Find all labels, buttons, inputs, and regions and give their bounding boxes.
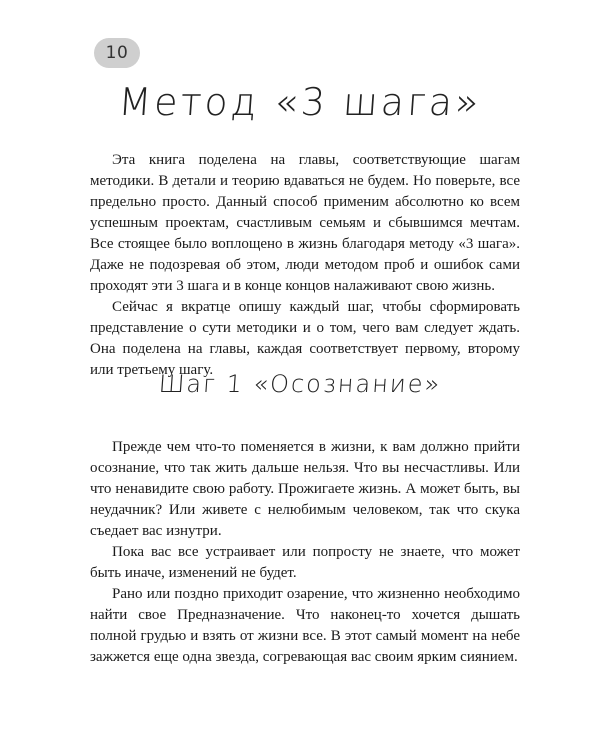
step-heading: Шаг 1 «Осознание» [157,370,443,398]
intro-paragraph: Эта книга поделена на главы, соответствующие шагам методики. В детали и теорию вдаваться не будем. Но поверьте, все предельно просто. Данный способ применим абсолютно ко всем успешным проектам, счастливым семьям и сбывшимся мечтам. Все стоящее было воплощено в жизнь благодаря методу «3 шага». Даже не подозревая об этом, люди методом проб и ошибок сами проходят эти 3 шага и в конце концов налаживают свою жизнь. [90,152,520,294]
step-paragraph: Пока вас все устраивает или попросту не знаете, что может быть иначе, изменений не будет. [90,544,520,581]
page-title: Метод «3 шага» [117,80,483,124]
page-number-badge: 10 [94,38,140,68]
intro-text [90,150,520,381]
step-text [90,437,520,668]
step-paragraph: Прежде чем что-то поменяется в жизни, к вам должно прийти осознание, что так жить дальше нельзя. Что вы несчастливы. Или что ненавидите свою работу. Прожигаете жизнь. А может быть, вы неудачник? Или живете с нелюбимым человеком, так что скука съедает вас изнутри. [90,439,520,539]
step-paragraph: Рано или поздно приходит озарение, что жизненно необходимо найти свое Предназначение. Что наконец-то хочется дышать полной грудью и взять от жизни все. В этот самый момент на небе зажжется еще одна звезда, согревающая вас своим ярким сиянием. [90,586,520,665]
intro-paragraph: Сейчас я вкратце опишу каждый шаг, чтобы сформировать представление о сути методики и о том, чего вам следует ждать. Она поделена на главы, каждая соответствует первому, второму или третьему шагу. [90,299,520,378]
